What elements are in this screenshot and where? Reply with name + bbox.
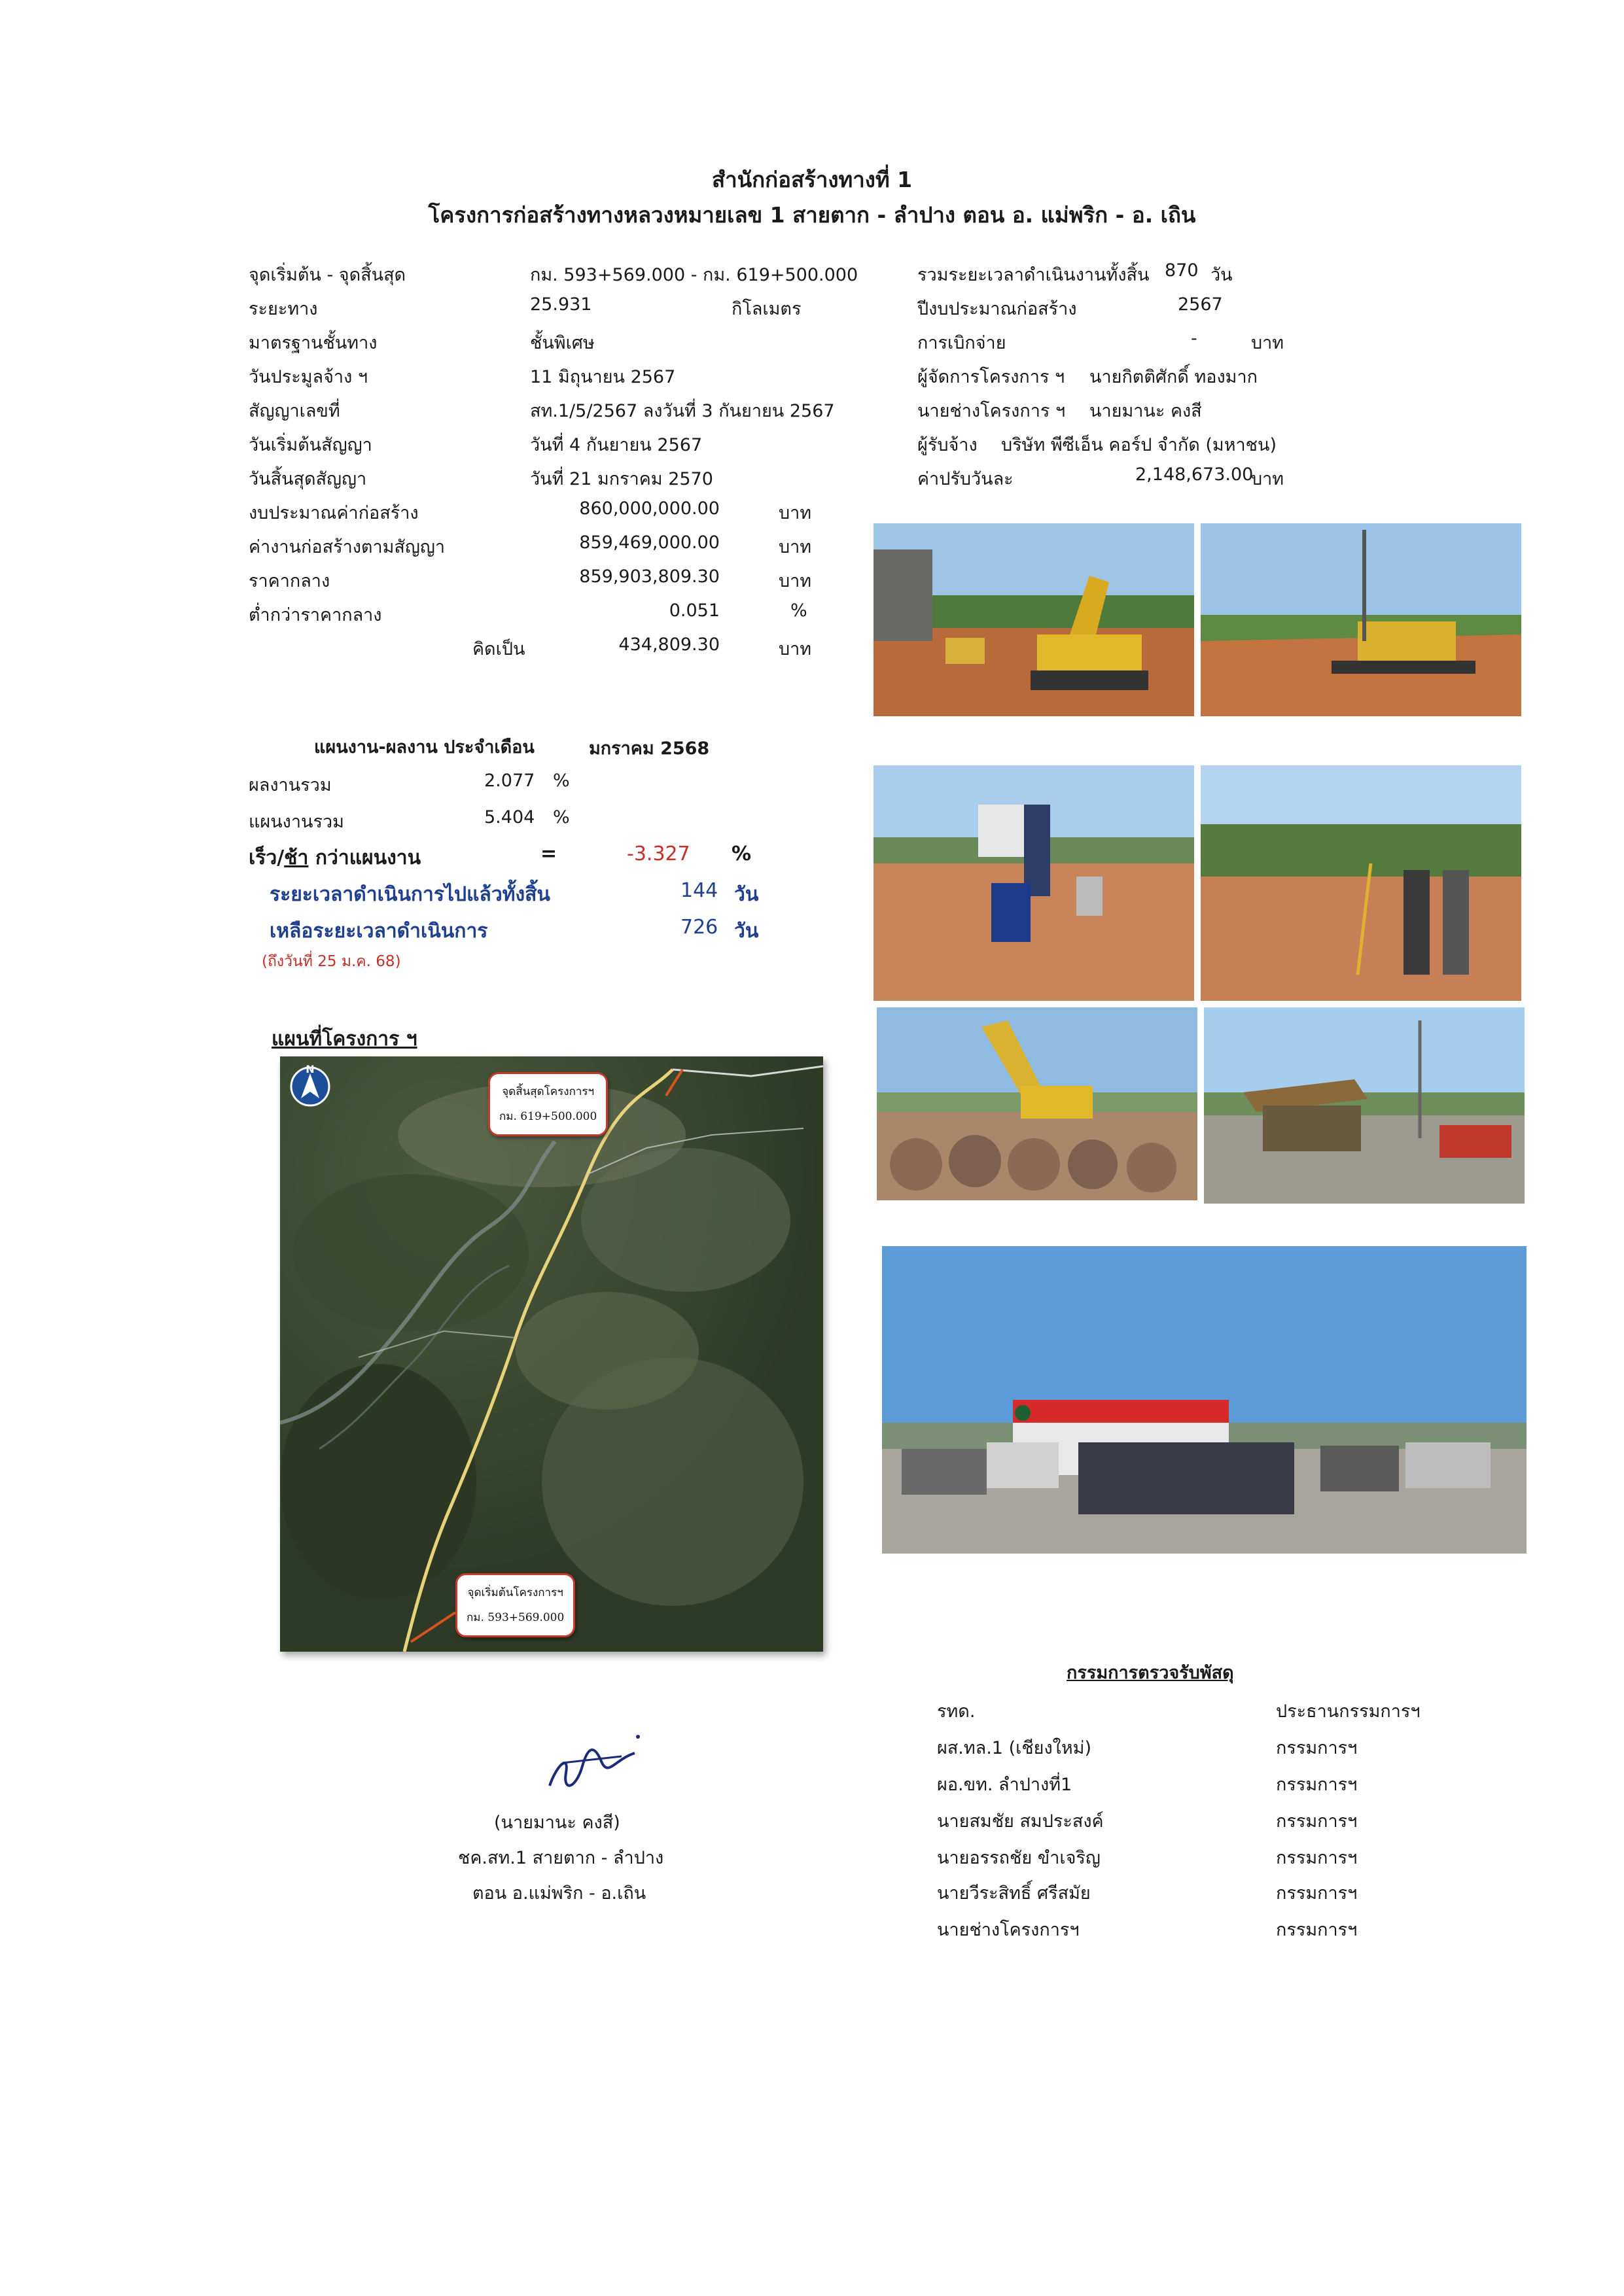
start-point-km: กม. 593+569.000 [467, 1611, 565, 1624]
committee-name: นายช่างโครงการฯ [937, 1920, 1080, 1940]
remain-label: เหลือระยะเวลาดำเนินการ [270, 920, 488, 943]
start-point-callout [455, 1573, 575, 1637]
committee-role: กรรมการฯ [1276, 1811, 1358, 1832]
diff-label-rest: กว่าแผนงาน [308, 846, 421, 869]
elapsed-label: ระยะเวลาดำเนินการไปแล้วทั้งสิ้น [270, 883, 550, 906]
signatory-name: (นายมานะ คงสี) [494, 1813, 620, 1833]
value-project-manager: นายกิตติศักดิ์ ทองมาก [1089, 367, 1258, 387]
project-title: โครงการก่อสร้างทางหลวงหมายเลข 1 สายตาก - ลำปาง ตอน อ. แม่พริก - อ. เถิน [428, 202, 1196, 228]
value-distance: 25.931 [530, 294, 592, 315]
photo-group-meeting [882, 1246, 1527, 1554]
diff-value: -3.327 [627, 843, 690, 865]
label-start-end: จุดเริ่มต้น - จุดสิ้นสุด [249, 265, 406, 285]
label-total-duration: รวมระยะเวลาดำเนินงานทั้งสิ้น [917, 265, 1150, 285]
project-map [280, 1056, 823, 1652]
office-title: สำนักก่อสร้างทางที่ 1 [711, 167, 913, 192]
label-contract-no: สัญญาเลขที่ [249, 401, 340, 421]
actual-label: ผลงานรวม [249, 775, 332, 795]
label-median-price: ราคากลาง [249, 571, 330, 591]
label-contract-cost: ค่างานก่อสร้างตามสัญญา [249, 537, 446, 557]
value-daily-penalty: 2,148,673.00 [1135, 464, 1254, 485]
unit-distance: กิโลเมตร [732, 299, 802, 319]
photo-pipes [877, 1007, 1197, 1200]
photo-surveying [1201, 765, 1521, 1001]
label-below-median: ต่ำกว่าราคากลาง [249, 605, 382, 625]
label-equals: คิดเป็น [472, 639, 525, 659]
committee-role: กรรมการฯ [1276, 1883, 1358, 1904]
value-standard: ชั้นพิเศษ [530, 333, 595, 353]
label-distance: ระยะทาง [249, 299, 318, 319]
value-fiscal-year: 2567 [1178, 294, 1223, 315]
photo-grader [1201, 523, 1521, 716]
value-contract-end: วันที่ 21 มกราคม 2570 [530, 469, 713, 489]
progress-month: มกราคม 2568 [589, 739, 710, 759]
signatory-section: ตอน อ.แม่พริก - อ.เถิน [472, 1883, 646, 1904]
committee-name: ผส.ทล.1 (เชียงใหม่) [937, 1738, 1091, 1758]
value-below-median: 0.051 [669, 600, 720, 621]
value-bid-date: 11 มิถุนายน 2567 [530, 367, 676, 387]
map-satellite-image [280, 1056, 823, 1652]
value-contract-cost: 859,469,000.00 [579, 532, 720, 553]
value-equals: 434,809.30 [618, 635, 720, 655]
label-daily-penalty: ค่าปรับวันละ [917, 469, 1014, 489]
diff-label [249, 843, 421, 873]
committee-role: กรรมการฯ [1276, 1848, 1358, 1868]
committee-name: นายวีระสิทธิ์ ศรีสมัย [937, 1883, 1091, 1904]
value-budget: 860,000,000.00 [579, 498, 720, 519]
start-point-label: จุดเริ่มต้นโครงการฯ [467, 1586, 563, 1599]
unit-below-median: % [790, 600, 807, 621]
actual-unit: % [553, 771, 570, 791]
committee-name: นายสมชัย สมประสงค์ [937, 1811, 1104, 1832]
end-point-km: กม. 619+500.000 [499, 1110, 597, 1123]
committee-name: นายอรรถชัย ขำเจริญ [937, 1848, 1101, 1868]
value-median-price: 859,903,809.30 [579, 566, 720, 587]
diff-label-slow: ช้า [284, 846, 309, 869]
label-contract-end: วันสิ้นสุดสัญญา [249, 469, 367, 489]
label-bid-date: วันประมูลจ้าง ฯ [249, 367, 368, 387]
value-disbursement: - [1191, 328, 1197, 349]
photo-excavator [874, 523, 1194, 716]
signature-mark [537, 1727, 648, 1799]
unit-contract-cost: บาท [779, 537, 812, 557]
label-budget: งบประมาณค่าก่อสร้าง [249, 503, 419, 523]
label-fiscal-year: ปีงบประมาณก่อสร้าง [917, 299, 1077, 319]
remain-unit: วัน [734, 920, 759, 943]
actual-value: 2.077 [484, 771, 535, 791]
value-start-end: กม. 593+569.000 - กม. 619+500.000 [530, 265, 858, 285]
plan-label: แผนงานรวม [249, 812, 344, 832]
signatory-title: ชค.สท.1 สายตาก - ลำปาง [458, 1848, 664, 1868]
label-project-manager: ผู้จัดการโครงการ ฯ [917, 367, 1065, 387]
committee-role: กรรมการฯ [1276, 1738, 1358, 1758]
elapsed-unit: วัน [734, 883, 759, 906]
value-total-duration: 870 [1165, 260, 1199, 281]
map-title: แผนที่โครงการ ฯ [272, 1028, 417, 1051]
end-point-label: จุดสิ้นสุดโครงการฯ [502, 1085, 595, 1098]
plan-value: 5.404 [484, 807, 535, 827]
north-label: N [306, 1063, 315, 1075]
value-project-engineer: นายมานะ คงสี [1089, 401, 1202, 421]
unit-disbursement: บาท [1251, 333, 1284, 353]
unit-total-duration: วัน [1210, 265, 1233, 285]
value-contract-start: วันที่ 4 กันยายน 2567 [530, 435, 703, 455]
committee-role: กรรมการฯ [1276, 1920, 1358, 1940]
committee-role: ประธานกรรมการฯ [1276, 1701, 1421, 1722]
label-standard: มาตรฐานชั้นทาง [249, 333, 378, 353]
label-contractor: ผู้รับจ้าง [917, 435, 978, 455]
label-project-engineer: นายช่างโครงการ ฯ [917, 401, 1066, 421]
label-contract-start: วันเริ่มต้นสัญญา [249, 435, 372, 455]
committee-name: ผอ.ขท. ลำปางที่1 [937, 1775, 1072, 1795]
value-contract-no: สท.1/5/2567 ลงวันที่ 3 กันยายน 2567 [530, 401, 835, 421]
as-of-date: (ถึงวันที่ 25 ม.ค. 68) [262, 953, 401, 970]
committee-role: กรรมการฯ [1276, 1775, 1358, 1795]
north-arrow-icon [289, 1063, 331, 1107]
photo-density-test [874, 765, 1194, 1001]
unit-equals: บาท [779, 639, 812, 659]
diff-equals: = [540, 843, 557, 865]
end-point-callout [488, 1072, 608, 1136]
photo-roadside-work [1204, 1007, 1525, 1204]
elapsed-value: 144 [680, 879, 718, 902]
committee-name: รทด. [937, 1701, 976, 1722]
remain-value: 726 [680, 916, 718, 939]
value-contractor: บริษัท พีซีเอ็น คอร์ป จำกัด (มหาชน) [1001, 435, 1277, 455]
diff-label-fast: เร็ว/ [249, 846, 285, 869]
unit-median-price: บาท [779, 571, 812, 591]
label-disbursement: การเบิกจ่าย [917, 333, 1006, 353]
progress-title: แผนงาน-ผลงาน ประจำเดือน [314, 737, 535, 757]
diff-unit: % [732, 843, 752, 865]
unit-daily-penalty: บาท [1251, 469, 1284, 489]
unit-budget: บาท [779, 503, 812, 523]
committee-title: กรรมการตรวจรับพัสดุ [1067, 1663, 1234, 1683]
plan-unit: % [553, 807, 570, 827]
